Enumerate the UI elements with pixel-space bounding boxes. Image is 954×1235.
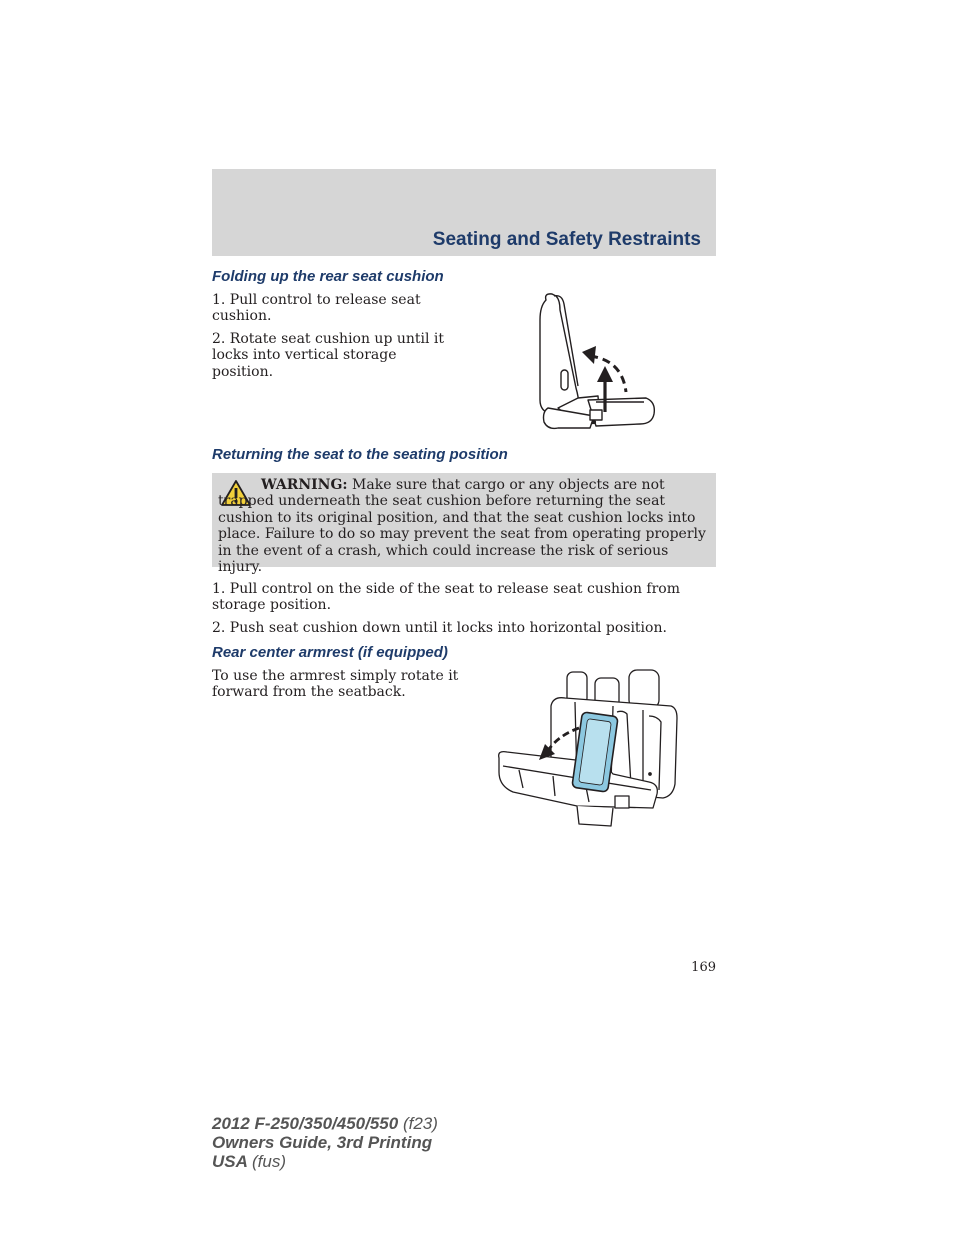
footer-edition-info [212, 1114, 438, 1171]
warning-message: Make sure that cargo or any objects are not trapped underneath the seat cushion before returning the seat cushion to its original position, and that the seat cushion locks into place. Failure to do so may prevent the seat from operating properly in the event of a crash, which could increase the risk of serious injury. [218, 477, 706, 576]
return-step-1: 1. Pull control on the side of the seat to release seat cushion from storage position. [212, 581, 680, 614]
fold-step-1: 1. Pull control to release seat cushion. [212, 292, 421, 325]
return-step-2: 2. Push seat cushion down until it locks into horizontal position. [212, 620, 667, 636]
footer-model-line [212, 1114, 438, 1133]
footer-market-line [212, 1152, 438, 1171]
section-title: Seating and Safety Restraints [432, 229, 701, 250]
armrest-illustration [493, 666, 679, 834]
fold-step-2: 2. Rotate seat cushion up until it locks into vertical storage position. [212, 331, 445, 380]
warning-box [212, 473, 716, 576]
fold-cushion-illustration [528, 290, 658, 436]
armrest-text: To use the armrest simply rotate it forward from the seatback. [212, 668, 459, 701]
page-number: 169 [691, 960, 716, 975]
footer-model: 2012 F-250/350/450/550 [212, 1114, 399, 1133]
warning-paragraph [218, 477, 710, 575]
heading-returning-seat: Returning the seat to the seating position [212, 446, 508, 463]
heading-folding-cushion: Folding up the rear seat cushion [212, 268, 444, 285]
footer-market: USA [212, 1152, 248, 1171]
section-header-band [212, 169, 716, 256]
footer-market-code: (fus) [252, 1152, 286, 1171]
footer-guide-line: Owners Guide, 3rd Printing [212, 1133, 433, 1152]
footer-model-code: (f23) [402, 1114, 438, 1133]
heading-rear-armrest: Rear center armrest (if equipped) [212, 644, 448, 661]
warning-label: WARNING: [261, 477, 348, 493]
